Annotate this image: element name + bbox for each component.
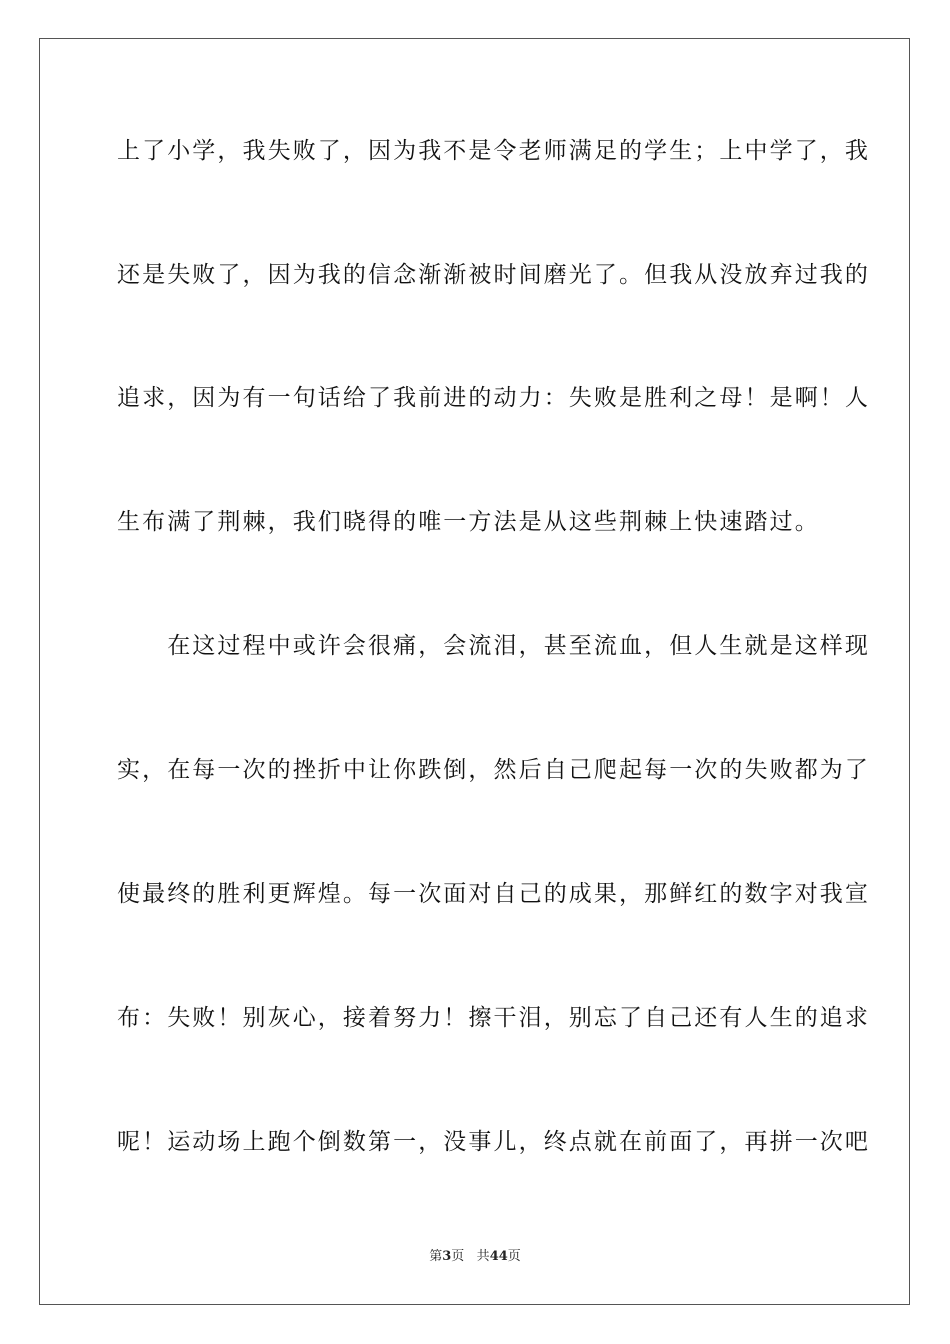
page-prefix: 第 [429,1249,443,1264]
total-suffix: 页 [507,1249,521,1264]
text-line-8: 布：失败！别灰心，接着努力！擦干泪，别忘了自己还有人生的追求 [117,1005,870,1031]
total-pages: 44 [489,1249,508,1264]
page-number: 3 [442,1249,452,1264]
text-line-5: 在这过程中或许会很痛，会流泪，甚至流血，但人生就是这样现 [117,633,870,659]
page-footer [0,1248,950,1266]
total-prefix: 共 [476,1249,490,1264]
page-suffix: 页 [451,1249,465,1264]
text-line-1: 上了小学，我失败了，因为我不是令老师满足的学生；上中学了，我 [117,138,870,164]
text-line-4: 生布满了荆棘，我们晓得的唯一方法是从这些荆棘上快速踏过。 [117,509,820,535]
text-line-2: 还是失败了，因为我的信念渐渐被时间磨光了。但我从没放弃过我的 [117,262,870,288]
text-line-7: 使最终的胜利更辉煌。每一次面对自己的成果，那鲜红的数字对我宣 [117,881,870,907]
text-line-3: 追求，因为有一句话给了我前进的动力：失败是胜利之母！是啊！人 [117,385,870,411]
text-line-9: 呢！运动场上跑个倒数第一，没事儿，终点就在前面了，再拼一次吧 [117,1129,870,1155]
text-line-6: 实，在每一次的挫折中让你跌倒，然后自己爬起每一次的失败都为了 [117,757,870,783]
page-border [39,38,910,1305]
